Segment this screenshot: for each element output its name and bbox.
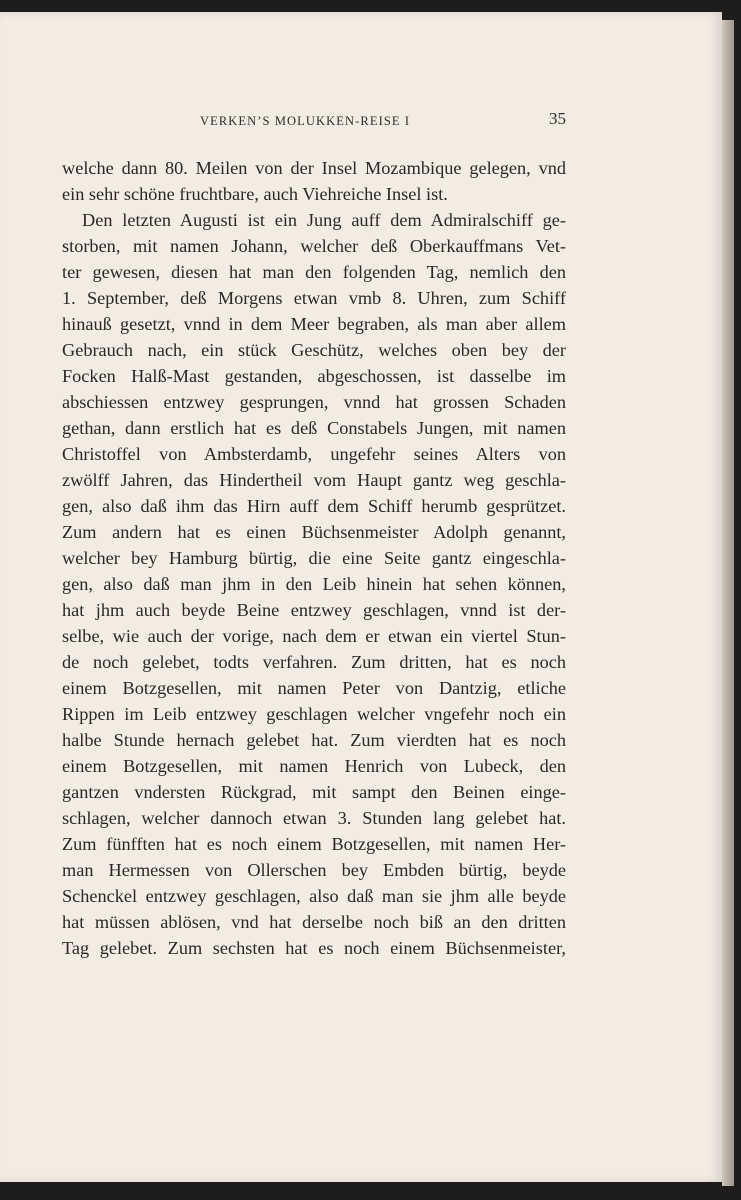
text-line: hat müssen ablösen, vnd hat derselbe noch biß an den dritten xyxy=(62,912,566,932)
text-line: de noch gelebet, todts verfahren. Zum dritten, hat es noch xyxy=(62,652,566,672)
body-text xyxy=(62,155,566,1013)
text-line: Focken Halß-Mast gestanden, abgeschossen, ist dasselbe im xyxy=(62,366,566,386)
text-line: gethan, dann erstlich hat es deß Constabels Jungen, mit namen xyxy=(62,418,566,438)
running-head: VERKEN’S MOLUKKEN-REISE I xyxy=(200,114,411,128)
text-line: welcher bey Hamburg bürtig, die eine Seite gantz eingeschla- xyxy=(62,548,566,568)
book-page xyxy=(0,12,722,1182)
text-line: schlagen, welcher dannoch etwan 3. Stunden lang gelebet hat. xyxy=(62,808,566,828)
text-line: Zum fünfften hat es noch einem Botzgesellen, mit namen Her- xyxy=(62,834,566,854)
text-line: halbe Stunde hernach gelebet hat. Zum vierdten hat es noch xyxy=(62,730,566,750)
text-line xyxy=(62,961,566,987)
text-line: hinauß gesetzt, vnnd in dem Meer begraben, als man aber allem xyxy=(62,314,566,334)
text-line: abschiessen entzwey gesprungen, vnnd hat grossen Schaden xyxy=(62,392,566,412)
text-line: gantzen vndersten Rückgrad, mit sampt den Beinen einge- xyxy=(62,782,566,802)
text-line: zwölff Jahren, das Hindertheil vom Haupt gantz weg geschla- xyxy=(62,470,566,490)
text-line: gen, also daß man jhm in den Leib hinein hat sehen können, xyxy=(62,574,566,594)
text-line: Gebrauch nach, ein stück Geschütz, welches oben bey der xyxy=(62,340,566,360)
text-line: Rippen im Leib entzwey geschlagen welcher vngefehr noch ein xyxy=(62,704,566,724)
page-header xyxy=(62,106,566,130)
text-line: selbe, wie auch der vorige, nach dem er etwan ein viertel Stun- xyxy=(62,626,566,646)
text-line: einem Botzgesellen, mit namen Peter von Dantzig, etliche xyxy=(62,678,566,698)
text-line: welche dann 80. Meilen von der Insel Mozambique gelegen, vnd xyxy=(62,158,566,178)
text-line: einem Botzgesellen, mit namen Henrich von Lubeck, den xyxy=(62,756,566,776)
text-line: ein sehr schöne fruchtbare, auch Viehreiche Insel ist. xyxy=(62,184,448,204)
text-line: man Hermessen von Ollerschen bey Embden bürtig, beyde xyxy=(62,860,566,880)
text-line: Den letzten Augusti ist ein Jung auff dem Admiralschiff ge- xyxy=(82,210,566,230)
text-line: hat jhm auch beyde Beine entzwey geschlagen, vnnd ist der- xyxy=(62,600,566,620)
text-line: ter gewesen, diesen hat man den folgenden Tag, nemlich den xyxy=(62,262,566,282)
text-line xyxy=(62,987,566,1013)
text-line: Tag gelebet. Zum sechsten hat es noch einem Büchsenmeister, xyxy=(62,938,566,958)
page-number: 35 xyxy=(549,109,566,128)
text-line: 1. September, deß Morgens etwan vmb 8. Uhren, zum Schiff xyxy=(62,288,566,308)
text-line: Zum andern hat es einen Büchsenmeister Adolph genannt, xyxy=(62,522,566,542)
text-line: gen, also daß ihm das Hirn auff dem Schiff herumb gesprützet. xyxy=(62,496,566,516)
text-line: Schenckel entzwey geschlagen, also daß man sie jhm alle beyde xyxy=(62,886,566,906)
page-edge xyxy=(722,20,734,1186)
text-line: storben, mit namen Johann, welcher deß Oberkauffmans Vet- xyxy=(62,236,566,256)
text-line: Christoffel von Ambsterdamb, ungefehr seines Alters von xyxy=(62,444,566,464)
